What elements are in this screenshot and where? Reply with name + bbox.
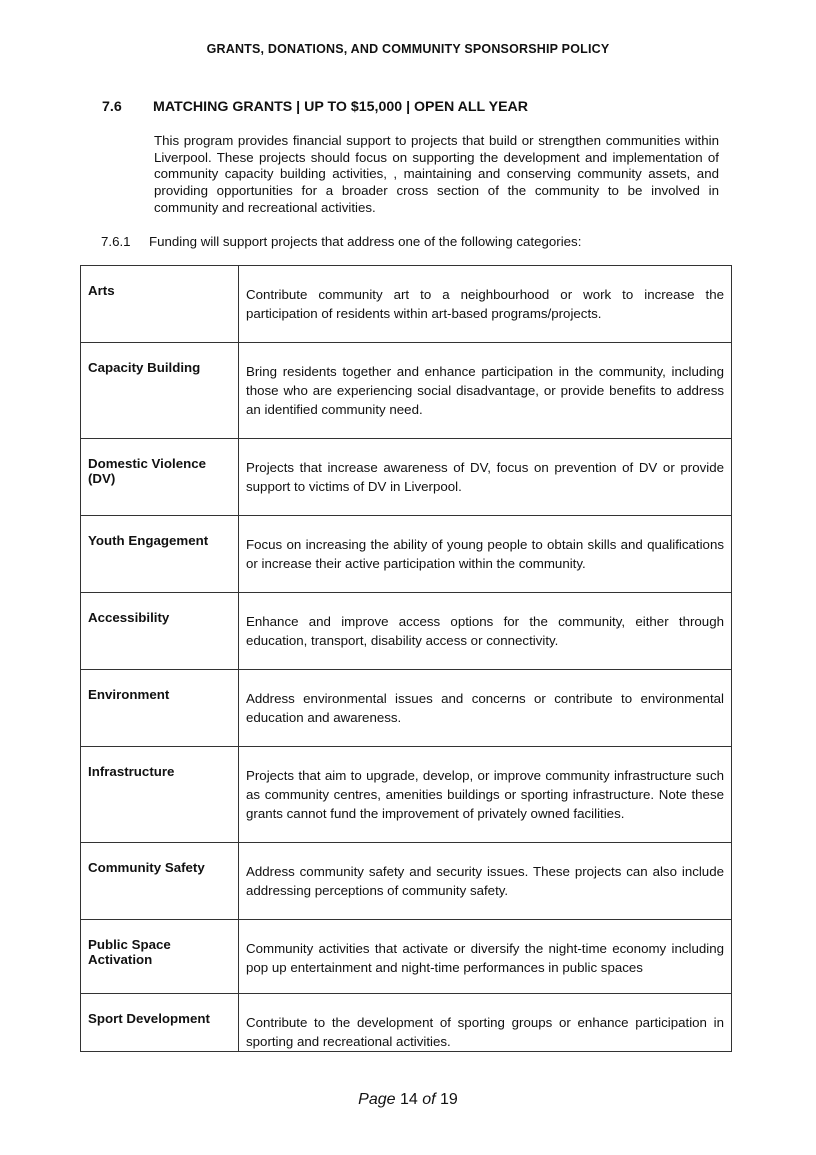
subclause-text: Funding will support projects that address one of the following categories: xyxy=(149,234,582,249)
table-row xyxy=(81,843,732,920)
page-word: Page xyxy=(358,1091,396,1108)
category-name: Public Space Activation xyxy=(81,920,239,994)
category-description: Enhance and improve access options for the community, either through education, transport, disability access or connectivity. xyxy=(239,593,732,670)
category-name: Arts xyxy=(81,266,239,343)
category-name: Infrastructure xyxy=(81,747,239,843)
table-row xyxy=(81,439,732,516)
category-description: Address community safety and security issues. These projects can also include addressing perceptions of community safety. xyxy=(239,843,732,920)
category-name: Environment xyxy=(81,670,239,747)
table-row xyxy=(81,670,732,747)
category-description: Projects that increase awareness of DV, focus on prevention of DV or provide support to victims of DV in Liverpool. xyxy=(239,439,732,516)
section-title: MATCHING GRANTS | UP TO $15,000 | OPEN ALL YEAR xyxy=(153,99,529,115)
category-name: Capacity Building xyxy=(81,343,239,439)
table-row xyxy=(81,516,732,593)
category-name: Sport Development xyxy=(81,994,239,1052)
category-description: Focus on increasing the ability of young people to obtain skills and qualifications or increase their active participation within the community. xyxy=(239,516,732,593)
category-name: Community Safety xyxy=(81,843,239,920)
document-header: GRANTS, DONATIONS, AND COMMUNITY SPONSORSHIP POLICY xyxy=(206,42,610,56)
category-description: Contribute community art to a neighbourhood or work to increase the participation of residents within art-based programs/projects. xyxy=(239,266,732,343)
subclause xyxy=(101,234,581,249)
category-name: Youth Engagement xyxy=(81,516,239,593)
table-row xyxy=(81,994,732,1052)
category-description: Contribute to the development of sporting groups or enhance participation in sporting and recreational activities. xyxy=(239,994,732,1052)
current-page: 14 xyxy=(399,1091,418,1108)
table-row xyxy=(81,593,732,670)
section-number: 7.6 xyxy=(102,99,122,115)
category-description: Community activities that activate or diversify the night-time economy including pop up entertainment and night-time performances in public spaces xyxy=(239,920,732,994)
table-row xyxy=(81,747,732,843)
table-row xyxy=(81,920,732,994)
category-description: Bring residents together and enhance participation in the community, including those who are experiencing social disadvantage, or provide benefits to address an identified community need. xyxy=(239,343,732,439)
table-row xyxy=(81,266,732,343)
total-pages: 19 xyxy=(440,1091,458,1108)
section-intro-paragraph: This program provides financial support to projects that build or strengthen communities within Liverpool. These projects should focus on supporting the development and implementation of community capacity building activities, , maintaining and conserving community assets, and providing opportunities for a broader cross section of the community to be involved in community and recreational activities. xyxy=(154,133,719,215)
category-name: Domestic Violence (DV) xyxy=(81,439,239,516)
of-word: of xyxy=(422,1091,436,1108)
subclause-number: 7.6.1 xyxy=(101,234,131,249)
section-heading xyxy=(102,99,528,115)
page-number xyxy=(0,1091,816,1109)
category-name: Accessibility xyxy=(81,593,239,670)
category-description: Projects that aim to upgrade, develop, or improve community infrastructure such as community centres, amenities buildings or sporting infrastructure. Note these grants cannot fund the improvement of privately owned facilities. xyxy=(239,747,732,843)
table-row xyxy=(81,343,732,439)
categories-table xyxy=(80,265,732,1052)
category-description: Address environmental issues and concerns or contribute to environmental education and awareness. xyxy=(239,670,732,747)
